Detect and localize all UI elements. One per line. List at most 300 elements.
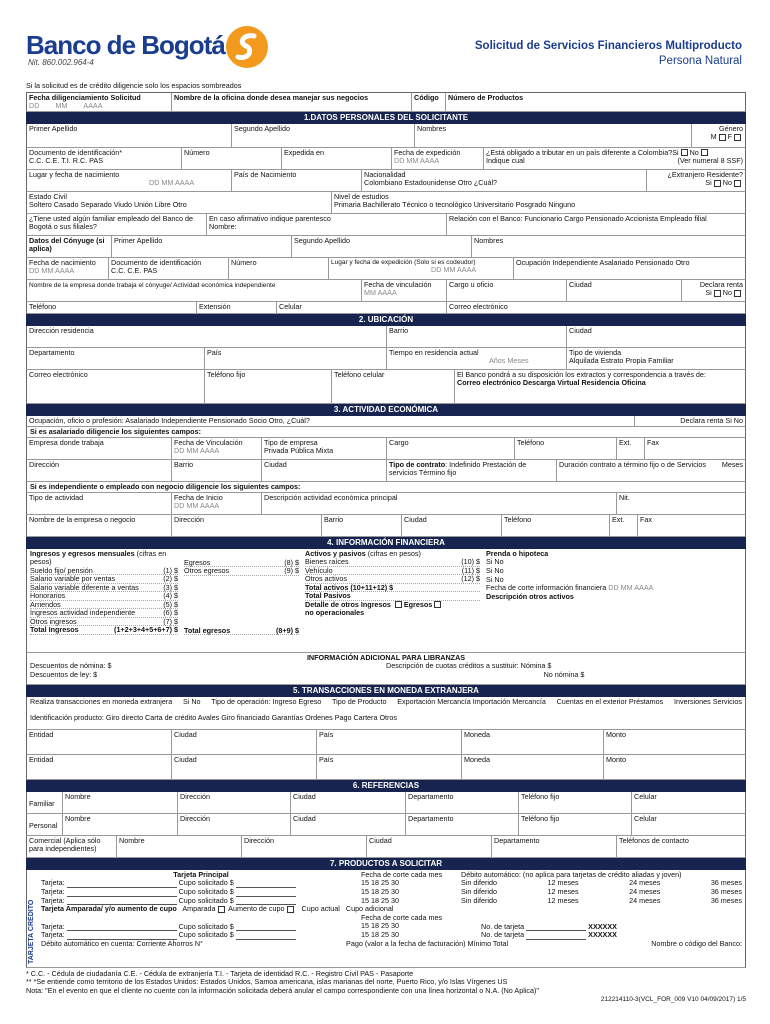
conyuge-extension-field[interactable] (197, 302, 277, 313)
extranjero-no-checkbox[interactable] (734, 180, 741, 187)
ciudad-negocio-field[interactable] (402, 515, 502, 536)
diferido-row-1[interactable] (461, 879, 742, 888)
names-row (26, 124, 746, 148)
fecha-inicio-label: Fecha de Inicio (174, 492, 223, 502)
otros-egresos-row[interactable] (184, 567, 299, 576)
direccion-label: Dirección (180, 813, 210, 823)
desc-actividad-label: Descripción actividad económica principal (264, 492, 398, 502)
oficina-label: Nombre de la oficina donde desea manejar sus negocios (174, 92, 369, 102)
moneda-label: Moneda (464, 729, 490, 739)
ref-familiar-celular[interactable] (632, 792, 745, 813)
exp-imp-options[interactable]: Exportación Mercancía Importación Mercancía (397, 696, 546, 706)
ref-personal-label: Personal (27, 814, 63, 835)
entidad-label: Entidad (29, 754, 54, 764)
ingresos-amount: (7) $ (163, 616, 178, 626)
mm-label: MM (186, 446, 199, 456)
no-tarjeta-label: No. de tarjeta (481, 930, 525, 940)
ver-numeral-label: (Ver numeral 8 SSF) (677, 156, 743, 166)
tel-cel-field[interactable] (332, 370, 455, 403)
departamento-label: Departamento (494, 835, 540, 845)
aaaa-label: AAAA (634, 583, 654, 593)
dd-label: DD (149, 178, 160, 188)
direccion-empresa-field[interactable] (27, 460, 172, 481)
segundo-apellido-field[interactable] (232, 124, 415, 147)
cuentas-options[interactable]: Cuentas en el exterior Préstamos (556, 696, 664, 706)
extranjero-label: ¿Extranjero Residente? (667, 169, 743, 179)
moneda-field-2[interactable] (462, 755, 604, 779)
codigo-field[interactable] (412, 93, 446, 111)
form-header (0, 0, 770, 82)
amparada-checkbox[interactable] (218, 906, 225, 913)
section-7-title: 7. PRODUCTOS A SOLICITAR (26, 858, 746, 870)
direccion-negocio-field[interactable] (172, 515, 322, 536)
tiempo-residencia-field[interactable] (387, 348, 567, 369)
total-ingresos-label: Total Ingresos (30, 625, 79, 635)
aaaa-label: AAAA (377, 288, 397, 298)
declara-no-checkbox[interactable] (734, 290, 741, 297)
corte-options[interactable]: 15 18 25 30 (361, 886, 399, 896)
moneda-label: Moneda (464, 754, 490, 764)
pais-field-2[interactable] (317, 755, 462, 779)
correo-field[interactable] (27, 370, 205, 403)
dd-label: DD (174, 501, 185, 511)
familiar-question[interactable] (27, 214, 207, 235)
barrio-empresa-label: Barrio (174, 459, 194, 469)
fecha-solicitud-field[interactable] (27, 93, 172, 111)
meses36-label: 36 meses (710, 886, 742, 896)
activos-list (305, 558, 480, 584)
no-operacionales-label: no operacionales (305, 608, 365, 618)
conyuge-lugar-exp-field[interactable] (329, 258, 514, 279)
inv-serv-options[interactable]: Inversiones Servicios (674, 696, 742, 706)
oficina-field[interactable] (172, 93, 412, 111)
ref-familiar-label: Familiar (27, 792, 63, 813)
detalle-otros-label: Detalle de otros Ingresos (305, 599, 391, 609)
section-5-title: 5. TRANSACCIONES EN MONEDA EXTRANJERA (26, 685, 746, 697)
conyuge-ocupacion-field[interactable] (514, 258, 745, 279)
ocupacion-row (26, 416, 746, 427)
aaaa-label: AAAA (199, 446, 220, 456)
tipo-empresa-field[interactable] (262, 438, 387, 459)
amparada-corte (361, 914, 481, 940)
activos-amount: (10) $ (461, 557, 480, 567)
tiempo-residencia-label: Tiempo en residencia actual (389, 347, 479, 357)
tipo-vivienda-options: Alquilada Estrato Propia Familiar (569, 356, 674, 366)
nacionalidad-field[interactable] (362, 170, 647, 191)
ciudad-label: Ciudad (174, 754, 197, 764)
ident-producto-options[interactable]: Identificación producto: Giro directo Carta de crédito Avales Giro financiado Garantías Ordenes Pago Cartera Otros (30, 713, 398, 723)
conyuge-declara-label: Declara renta (699, 279, 743, 289)
ingresos-amount: (1) $ (163, 565, 178, 575)
ref-personal-ciudad[interactable] (291, 814, 406, 835)
no-nomina-field[interactable] (386, 671, 742, 680)
egresos-num: (8) $ (284, 557, 299, 567)
nit-field[interactable] (617, 493, 745, 514)
ref-comercial-ciudad[interactable] (367, 836, 492, 857)
ingresos-label: Otros ingresos (30, 616, 77, 626)
conyuge-numero-label: Número (231, 257, 257, 267)
ciudad-label: Ciudad (293, 813, 316, 823)
extractos-field[interactable] (455, 370, 745, 403)
telefono-negocio-field[interactable] (502, 515, 610, 536)
ref-familiar-telefono[interactable] (519, 792, 632, 813)
ref-personal-celular[interactable] (632, 814, 745, 835)
nit-label: Nit. (619, 492, 630, 502)
ref-comercial-row (26, 836, 746, 858)
cupo-label: Cupo solicitado $ (178, 921, 234, 931)
ingresos-label: Salario variable diferente a ventas (30, 582, 139, 592)
tarjeta-label: Tarjeta: (41, 886, 65, 896)
tipo-contrato-label: Tipo de contrato (389, 459, 446, 469)
nivel-estudios-field[interactable] (332, 192, 745, 213)
ext-label: Ext. (619, 437, 632, 447)
ingresos-amount: (4) $ (163, 591, 178, 601)
contacto-row (26, 370, 746, 404)
tarjeta-credito-side-label: TARJETA CRÉDITO (28, 899, 35, 964)
dd-label: DD (608, 583, 619, 593)
nombre-empresa-field[interactable] (27, 515, 172, 536)
conyuge-telefono-field[interactable] (27, 302, 197, 313)
direccion-field[interactable] (27, 326, 387, 347)
conyuge-fecha-vinc-field[interactable] (362, 280, 447, 301)
conyuge-correo-label: Correo electrónico (449, 301, 508, 311)
fecha-exp-field[interactable] (392, 148, 484, 169)
corte-options[interactable]: 15 18 25 30 (361, 895, 399, 905)
aaaa-label: AAAA (54, 266, 75, 276)
tributar-label: ¿Está obligado a tributar en un país diferente a Colombia?Si (486, 147, 679, 157)
tipo-empresa-label: Tipo de empresa (264, 437, 318, 447)
ciudad-label: Ciudad (174, 729, 197, 739)
barrio-negocio-label: Barrio (324, 514, 344, 524)
expedida-label: Expedida en (284, 147, 324, 157)
libranzas-block (26, 653, 746, 685)
celular-label: Celular (634, 791, 657, 801)
numero-doc-field[interactable] (182, 148, 282, 169)
numero-productos-field[interactable] (446, 93, 546, 111)
pais-field[interactable] (205, 348, 387, 369)
footer-note-1: * C.C. - Cédula de ciudadanía C.E. - Cédula de extranjería T.I. - Tarjeta de identidad R.C. - Registro Civil PAS - Pasaporte (26, 968, 414, 978)
extranjero-no-label: No (722, 178, 732, 188)
departamento-label: Departamento (29, 347, 75, 357)
libranzas-row-2 (30, 671, 742, 680)
barrio-field[interactable] (387, 326, 567, 347)
declara-renta-field[interactable] (635, 416, 745, 426)
desc-ley-field[interactable] (30, 671, 386, 680)
form-subtitle: Persona Natural (658, 55, 742, 67)
barrio-empresa-field[interactable] (172, 460, 262, 481)
aumento-checkbox[interactable] (287, 906, 294, 913)
nombres-label: Nombres (417, 123, 447, 133)
ref-comercial-departamento[interactable] (492, 836, 617, 857)
meses24-label: 24 meses (629, 886, 661, 896)
ref-familiar-departamento[interactable] (406, 792, 519, 813)
relacion-banco-field[interactable]: Relación con el Banco: Funcionario Cargo Pensionado Accionista Empleado filial (449, 213, 707, 223)
ref-personal-nombre[interactable] (63, 814, 178, 835)
extranjero-si-checkbox[interactable] (714, 180, 721, 187)
departamento-field[interactable] (27, 348, 205, 369)
fecha-corte-column (361, 871, 461, 906)
conyuge-celular-field[interactable] (277, 302, 447, 313)
cargo-field[interactable] (387, 438, 515, 459)
tipo-operacion-options[interactable]: Tipo de operación: Ingreso Egreso (211, 696, 322, 706)
conyuge-doc-field[interactable] (109, 258, 229, 279)
monto-field-1[interactable] (604, 730, 745, 754)
ciudad-field-2[interactable] (172, 755, 317, 779)
total-egresos-row[interactable] (184, 627, 299, 636)
conyuge-segundo-field[interactable] (292, 236, 472, 257)
pais-label: País (319, 754, 334, 764)
mm-label: MM (186, 501, 199, 511)
conyuge-lugar-exp-label: Lugar y fecha de expedición (Solo si es codeudor) (331, 258, 476, 266)
ciudad-field[interactable] (567, 326, 745, 347)
total-ingresos-row[interactable] (30, 626, 178, 635)
realiza-options[interactable]: Si No (182, 696, 201, 706)
familiar-question-label: ¿Tiene usted algún familiar empleado del Banco de Bogotá o sus filiales? (29, 213, 193, 232)
lugar-nac-field[interactable] (27, 170, 232, 191)
fax-field[interactable] (645, 438, 745, 459)
ref-comercial-nombre[interactable] (117, 836, 242, 857)
telefono-field[interactable] (515, 438, 617, 459)
tarjeta-label: Tarjeta: (41, 895, 65, 905)
ref-comercial-contacto[interactable] (617, 836, 745, 857)
entidad-label: Entidad (29, 729, 54, 739)
section-4-title: 4. INFORMACIÓN FINANCIERA (26, 537, 746, 549)
aaaa-label: AAAA (419, 156, 440, 166)
activos-label: Vehículo (305, 565, 333, 575)
codigo-label: Código (414, 92, 439, 102)
nombre-codigo-banco-label[interactable]: Nombre o código del Banco: (651, 939, 742, 949)
aumento-option: Aumento de cupo (228, 904, 285, 914)
ref-familiar-ciudad[interactable] (291, 792, 406, 813)
barrio-negocio-field[interactable] (322, 515, 402, 536)
conyuge-primer-field[interactable] (112, 236, 292, 257)
meses24-label: 24 meses (629, 878, 661, 888)
conyuge-doc-types: C.C. C.E. PAS (111, 266, 158, 276)
tel-cel-label: Teléfono celular (334, 369, 385, 379)
mm-label: MM (41, 266, 54, 276)
dd-label: DD (29, 266, 40, 276)
monto-label: Monto (606, 729, 626, 739)
ingresos-label: Ingresos actividad independiente (30, 608, 136, 618)
cargo-label: Cargo (389, 437, 409, 447)
conyuge-cargo-label: Cargo u oficio (449, 279, 494, 289)
declara-no-label: No (722, 288, 732, 298)
entidad-field-2[interactable] (27, 755, 172, 779)
lugar-nac-label: Lugar y fecha de nacimiento (29, 169, 120, 179)
ingresos-label: Salario variable por ventas (30, 574, 116, 584)
ingresos-label: Sueldo fijo/ pensión (30, 565, 93, 575)
telefono-label: Teléfono (517, 437, 545, 447)
debito-row (41, 940, 742, 949)
ref-familiar-direccion[interactable] (178, 792, 291, 813)
genero-f-checkbox[interactable] (734, 134, 741, 141)
corte-options[interactable]: 15 18 25 30 (361, 930, 399, 940)
ingresos-amount: (2) $ (163, 574, 178, 584)
ref-comercial-direccion[interactable] (242, 836, 367, 857)
total-pasivos-label: Total Pasivos (305, 591, 351, 601)
fecha-corte-label: Fecha de corte información financiera (486, 583, 607, 593)
mm-label: MM (364, 288, 376, 298)
desc-actividad-field[interactable] (262, 493, 617, 514)
tipo-contrato-field[interactable]: Tipo de contrato: Indefinido Prestación de servicios Término fijo (387, 460, 557, 481)
duracion-label: Duración contrato a término fijo o de Servicios (559, 459, 707, 469)
conyuge-ciudad-field[interactable] (567, 280, 682, 301)
pago-options[interactable]: Pago (valor a la fecha de facturación) Mínimo Total (346, 939, 509, 949)
fax-negocio-field[interactable] (638, 515, 745, 536)
nivel-estudios-options: Primaria Bachillerato Técnico o tecnológico Universitario Posgrado Ninguno (334, 200, 576, 210)
meses36-label: 36 meses (710, 895, 742, 905)
ingresos-amount: (3) $ (163, 582, 178, 592)
ref-personal-direccion[interactable] (178, 814, 291, 835)
tributar-no-label: No (689, 147, 699, 157)
detalle-ingresos-checkbox[interactable] (395, 601, 402, 608)
prenda-row-1[interactable] (486, 558, 742, 567)
conyuge-empresa-label: Nombre de la empresa donde trabaja el cónyuge/ Actividad económica independiente (29, 281, 276, 289)
ingresos-header: Ingresos y egresos mensuales (30, 548, 135, 558)
aaaa-label: AAAA (83, 101, 103, 111)
sin-diferido-label: Sin diferido (461, 895, 497, 905)
diferido-row-2[interactable] (461, 888, 742, 897)
meses24-label: 24 meses (629, 895, 661, 905)
conyuge-row (26, 236, 746, 258)
corte-options[interactable]: 15 18 25 30 (361, 878, 399, 888)
ext-negocio-field[interactable] (610, 515, 638, 536)
conyuge-correo-field[interactable] (447, 302, 745, 313)
total-egresos-formula: (8+9) $ (276, 625, 299, 635)
sin-diferido-label: Sin diferido (461, 886, 497, 896)
ciudad-label: Ciudad (369, 835, 392, 845)
estado-civil-field[interactable] (27, 192, 332, 213)
nombre-empresa-label: Nombre de la empresa o negocio (29, 514, 136, 524)
section-6-title: 6. REFERENCIAS (26, 780, 746, 792)
detalle-egresos-checkbox[interactable] (434, 601, 441, 608)
footer-note-3: Nota: "En el evento en que el cliente no cuente con la información solicitada deberá anular el campo correspondiente con una línea horizontal o N.A. (No Aplica)" (26, 985, 539, 995)
diferido-row-3[interactable] (461, 897, 742, 906)
ref-personal-departamento[interactable] (406, 814, 519, 835)
prenda-options: Si No (486, 565, 504, 575)
moneda-field-1[interactable] (462, 730, 604, 754)
pais-field-1[interactable] (317, 730, 462, 754)
debito-cuenta-label[interactable]: Débito automático en cuenta: Corriente Ahorros N° (41, 939, 203, 949)
entidad-field-1[interactable] (27, 730, 172, 754)
activos-amount: (12) $ (461, 574, 480, 584)
activos-sub: (cifras en pesos) (367, 548, 421, 558)
moneda-extranjera-block (26, 697, 746, 730)
extractos-options: Correo electrónico Descarga Virtual Residencia Oficina (457, 378, 646, 388)
ciudad-label: Ciudad (293, 791, 316, 801)
tel-fijo-field[interactable] (205, 370, 332, 403)
monto-field-2[interactable] (604, 755, 745, 779)
ocupacion-field[interactable] (27, 416, 635, 426)
ext-field[interactable] (617, 438, 645, 459)
nombres-field[interactable] (415, 124, 692, 147)
pais-nac-field[interactable] (232, 170, 362, 191)
conyuge-telefono-label: Teléfono (29, 301, 57, 311)
tipo-contrato-options: Indefinido Prestación de servicios Término fijo (389, 459, 527, 478)
fecha-vinc-field[interactable] (172, 438, 262, 459)
amparada-label: Tarjeta Amparada/ y/o aumento de cupo (41, 904, 177, 914)
primer-apellido-field[interactable] (27, 124, 232, 147)
prenda-row-2[interactable] (486, 567, 742, 576)
total-activos-label: Total activos (10+11+12) $ (305, 582, 394, 592)
total-ingresos-formula: (1+2+3+4+5+6+7) $ (114, 625, 178, 635)
ciudad-label: Ciudad (569, 325, 592, 335)
relacion-banco-label: Relación con el Banco (449, 213, 521, 223)
ciudad-empresa-field[interactable] (262, 460, 387, 481)
cupo-label: Cupo solicitado $ (178, 878, 234, 888)
tipo-vivienda-field[interactable] (567, 348, 745, 369)
mm-label: MM (55, 101, 68, 111)
conyuge-ciudad-label: Ciudad (569, 279, 592, 289)
fax-negocio-label: Fax (640, 514, 652, 524)
segundo-apellido-label: Segundo Apellido (234, 123, 290, 133)
departamento-row (26, 348, 746, 370)
direccion-label: Dirección (180, 791, 210, 801)
parentesco-field[interactable] (207, 214, 447, 235)
masked-digits: XXXXXX (588, 921, 617, 931)
conyuge-fecha-nac-field[interactable] (27, 258, 109, 279)
tipo-empresa-options: Privada Pública Mixta (264, 446, 334, 456)
conyuge-label: Datos del Cónyuge (si aplica) (27, 236, 112, 257)
instruction-text: Si la solicitud es de crédito diligencie solo los espacios sombreados (26, 81, 242, 90)
empresa-field[interactable] (27, 438, 172, 459)
desc-ley-label: Descuentos de ley: $ (30, 669, 98, 679)
libranzas-header: INFORMACIÓN ADICIONAL PARA LIBRANZAS (306, 652, 466, 662)
correo-label: Correo electrónico (29, 369, 88, 379)
ciudad-field-1[interactable] (172, 730, 317, 754)
expedida-field[interactable] (282, 148, 392, 169)
fax-label: Fax (647, 437, 659, 447)
doc-id-field[interactable] (27, 148, 182, 169)
dd-label: DD (174, 446, 185, 456)
conyuge-extension-label: Extensión (199, 301, 231, 311)
corte-options[interactable]: 15 18 25 30 (361, 921, 399, 931)
mm-label: MM (443, 265, 456, 275)
genero-f-label: F (727, 132, 732, 142)
tributar-si-checkbox[interactable] (681, 149, 688, 156)
bank-logo-text: Banco de Bogotá (26, 30, 225, 60)
dd-label: DD (394, 156, 405, 166)
activos-label: Bienes raíces (305, 557, 349, 567)
cupo-label: Cupo solicitado $ (178, 930, 234, 940)
ref-familiar-nombre[interactable] (63, 792, 178, 813)
ref-personal-telefono[interactable] (519, 814, 632, 835)
productos-block (26, 870, 746, 968)
anos-meses-label: Años Meses (489, 356, 529, 366)
extranjero-si-label: Si (705, 178, 712, 188)
ingresos-sub: (cifras en pesos) (30, 548, 167, 567)
ingresos-label: Arriendos (30, 599, 61, 609)
conyuge-cargo-field[interactable] (447, 280, 567, 301)
telefono-negocio-label: Teléfono (504, 514, 532, 524)
fecha-inicio-field[interactable] (172, 493, 262, 514)
tipo-actividad-field[interactable] (27, 493, 172, 514)
conyuge-nombres-field[interactable] (472, 236, 745, 257)
duracion-field[interactable] (557, 460, 745, 481)
empresa-label: Empresa donde trabaja (29, 437, 104, 447)
tributar-no-checkbox[interactable] (701, 149, 708, 156)
declara-si-checkbox[interactable] (714, 290, 721, 297)
conyuge-numero-field[interactable] (229, 258, 329, 279)
intro-row (26, 92, 746, 112)
conyuge-empresa-field[interactable] (27, 280, 362, 301)
independiente-header: Si es independiente o empleado con negocio diligencie los siguientes campos: (26, 482, 746, 493)
conyuge-celular-label: Celular (279, 301, 302, 311)
cupo-label: Cupo solicitado $ (178, 886, 234, 896)
ingresos-column (30, 550, 178, 651)
bank-nit: Nit. 860.002.964-4 (28, 58, 94, 67)
genero-m-checkbox[interactable] (719, 134, 726, 141)
